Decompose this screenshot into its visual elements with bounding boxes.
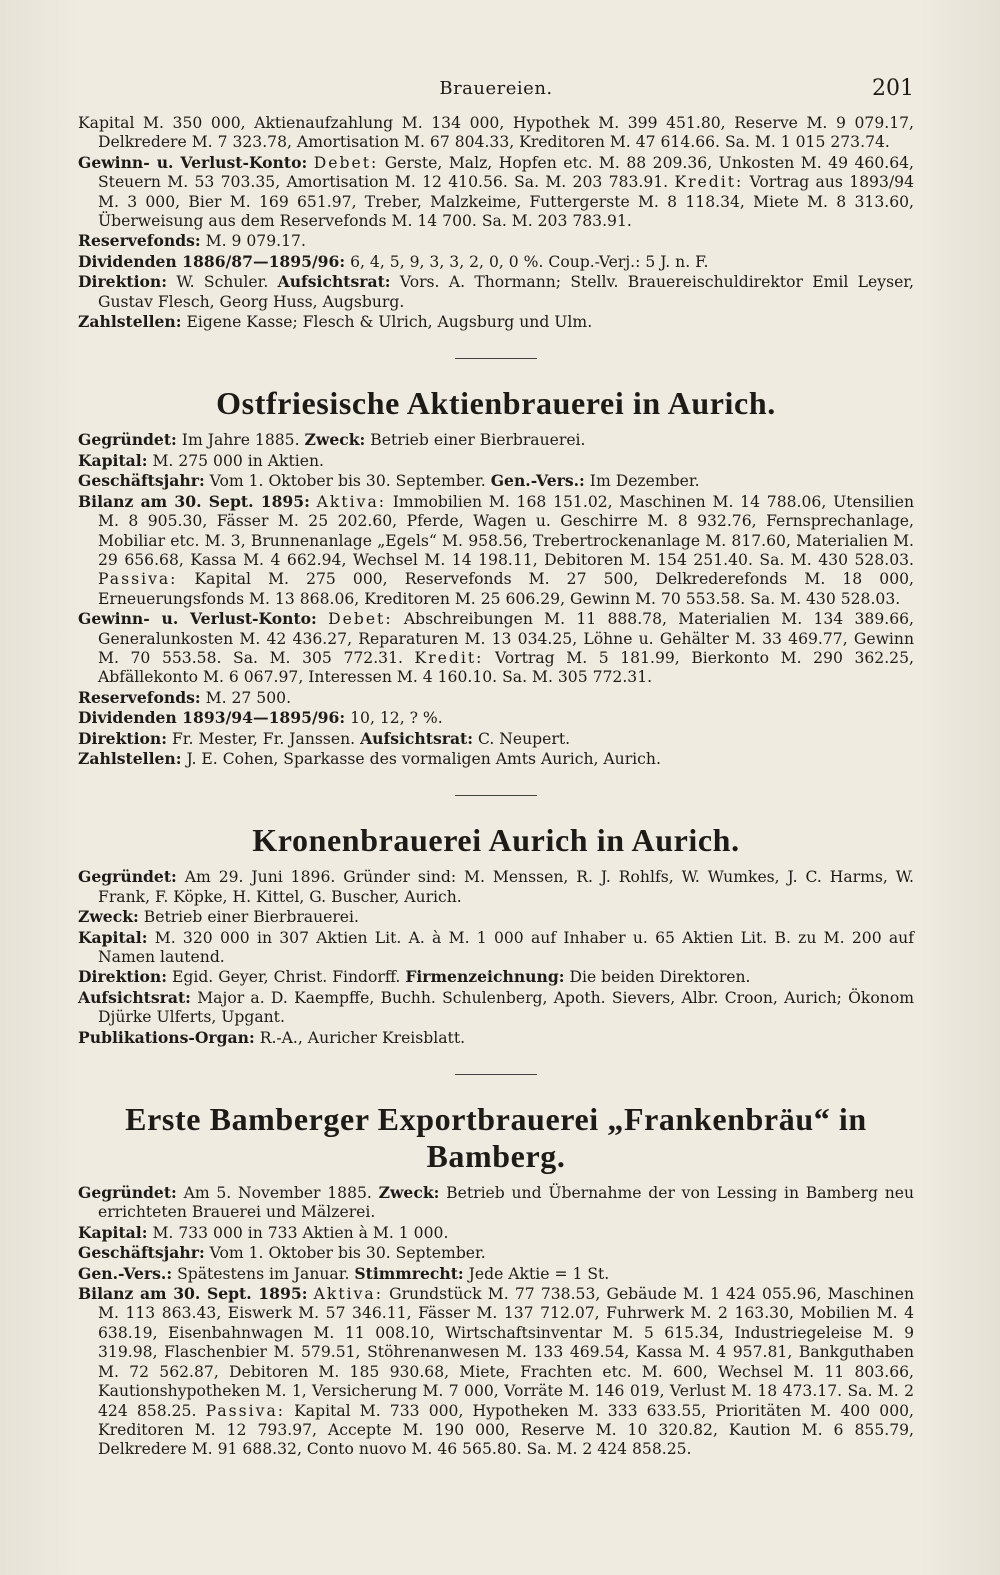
capital-paragraph: Kapital M. 350 000, Aktienaufzahlung M. 134 000, Hypothek M. 399 451.80, Reserve M. 9 079.17, Delkredere M. 7 323.78, Amortisation M. 67 804.33, Kreditoren M. 47 614.66. Sa. M. 1 015 273.74. bbox=[78, 114, 914, 152]
reserve-paragraph: Reservefonds: M. 27 500. bbox=[78, 687, 292, 707]
zahlstellen-paragraph: Zahlstellen: J. E. Cohen, Sparkasse des vormaligen Amts Aurich, Aurich. bbox=[78, 748, 661, 768]
profit-loss-paragraph: Gewinn- u. Verlust-Konto: Debet: Abschreibungen M. 11 888.78, Materialien M. 134 389.66, Generalunkosten M. 42 436.27, Reparaturen M. 13 034.25, Löhne u. Gehälter M. 33 469.77, Gewinn M. 70 553.58. Sa. M. 305 772.31. Kredit: Vortrag M. 5 181.99, Bierkonto M. 290 362.25, Abfällekonto M. 6 067.97, Interessen M. 4 160.10. Sa. M. 305 772.31. bbox=[78, 609, 915, 687]
profit-loss-paragraph: Gewinn- u. Verlust-Konto: Debet: Gerste, Malz, Hopfen etc. M. 88 209.36, Unkosten M. 49 460.64, Steuern M. 53 703.35, Amortisation M. 12 410.56. Sa. M. 203 783.91. Kredit: Vortrag aus 1893/94 M. 3 000, Bier M. 169 651.97, Treber, Malzkeime, Futtergerste M. 8 118.34, Miete M. 8 313.60, Überweisung aus dem Reservefonds M. 14 700. Sa. M. 203 783.91. bbox=[78, 152, 915, 231]
direktion-paragraph: Direktion: W. Schuler. Aufsichtsrat: Vors. A. Thormann; Stellv. Brauereischuldirektor Emil Leyser, Gustav Flesch, Georg Huss, Augsburg. bbox=[78, 272, 914, 311]
purpose-paragraph: Zweck: Betrieb einer Bierbrauerei. bbox=[78, 907, 359, 927]
label: Gewinn- u. Verlust-Konto: bbox=[78, 152, 308, 172]
previous-entry bbox=[78, 114, 914, 332]
company-title: Erste Bamberger Exportbrauerei „Frankenbräu“ in Bamberg. bbox=[125, 1101, 867, 1175]
balance-paragraph: Bilanz am 30. Sept. 1895: Aktiva: Grundstück M. 77 738.53, Gebäude M. 1 424 055.96, Maschinen M. 113 863.43, Eiswerk M. 57 346.11, Fässer M. 137 712.07, Fuhrwerk M. 2 163.30, Mobilien M. 4 638.19, Eisenbahnwagen M. 11 008.10, Wirtschaftsinventar M. 5 615.34, Industriegeleise M. 9 319.98, Flaschenbier M. 579.51, Stöhrenanwesen M. 133 469.54, Kassa M. 4 957.81, Bankguthaben M. 72 562.87, Debitoren M. 185 930.68, Miete, Frachten etc. M. 600, Wechsel M. 11 803.66, Kautionshypotheken M. 1, Versicherung M. 7 000, Vorräte M. 146 019, Verlust M. 18 473.17. Sa. M. 2 424 858.25. Passiva: Kapital M. 733 000, Hypotheken M. 333 633.55, Prioritäten M. 400 000, Kreditoren M. 12 793.97, Accepte M. 190 000, Reserve M. 10 320.82, Kaution M. 6 855.79, Delkredere M. 91 688.32, Conto nuovo M. 46 565.80. Sa. M. 2 424 858.25. bbox=[78, 1284, 915, 1459]
fiscal-year-paragraph: Geschäftsjahr: Vom 1. Oktober bis 30. September. Gen.-Vers.: Im Dezember. bbox=[78, 471, 700, 491]
company-entry bbox=[78, 1101, 914, 1460]
founding-paragraph: Gegründet: Am 29. Juni 1896. Gründer sind: M. Menssen, R. J. Rohlfs, W. Wumkes, J. C. Harms, W. Frank, F. Köpke, H. Kittel, G. Buscher, Aurich. bbox=[78, 867, 914, 906]
founding-paragraph: Gegründet: Im Jahre 1885. Zweck: Betrieb einer Bierbrauerei. bbox=[78, 430, 586, 450]
general-meeting-paragraph: Gen.-Vers.: Spätestens im Januar. Stimmrecht: Jede Aktie = 1 St. bbox=[78, 1263, 610, 1283]
balance-paragraph: Bilanz am 30. Sept. 1895: Aktiva: Immobilien M. 168 151.02, Maschinen M. 14 788.06, Utensilien M. 8 905.30, Fässer M. 25 202.60, Pferde, Wagen u. Geschirre M. 8 932.76, Fernsprechanlage, Mobiliar etc. M. 3, Brunnenanlage „Egels“ M. 958.56, Trebertrockenanlage M. 817.60, Materialien M. 29 656.68, Kassa M. 4 662.94, Wechsel M. 14 198.11, Debitoren M. 154 251.40. Sa. M. 430 528.03. Passiva: Kapital M. 275 000, Reservefonds M. 27 500, Delkrederefonds M. 18 000, Erneuerungsfonds M. 13 868.06, Kreditoren M. 25 606.29, Gewinn M. 70 553.58. Sa. M. 430 528.03. bbox=[78, 491, 914, 608]
dividend-paragraph: Dividenden 1893/94—1895/96: 10, 12, ? %. bbox=[78, 708, 443, 728]
company-entry bbox=[78, 822, 914, 1048]
capital-paragraph: Kapital: M. 275 000 in Aktien. bbox=[78, 450, 324, 470]
page-number: 201 bbox=[872, 76, 914, 101]
section-divider bbox=[455, 358, 537, 359]
section-divider bbox=[455, 1074, 537, 1075]
running-head: Brauereien. bbox=[439, 78, 553, 99]
fiscal-year-paragraph: Geschäftsjahr: Vom 1. Oktober bis 30. September. bbox=[78, 1243, 486, 1263]
capital-paragraph: Kapital: M. 320 000 in 307 Aktien Lit. A. à M. 1 000 auf Inhaber u. 65 Aktien Lit. B. zu M. 200 auf Namen lautend. bbox=[78, 927, 914, 966]
page-header bbox=[78, 70, 914, 114]
publication-paragraph: Publikations-Organ: R.-A., Auricher Kreisblatt. bbox=[78, 1027, 466, 1047]
capital-paragraph: Kapital: M. 733 000 in 733 Aktien à M. 1 000. bbox=[78, 1222, 449, 1242]
reserve-paragraph: Reservefonds: M. 9 079.17. bbox=[78, 231, 306, 251]
dividend-paragraph: Dividenden 1886/87—1895/96: 6, 4, 5, 9, 3, 3, 2, 0, 0 %. Coup.-Verj.: 5 J. n. F. bbox=[78, 251, 709, 271]
direktion-paragraph: Direktion: Fr. Mester, Fr. Janssen. Aufsichtsrat: C. Neupert. bbox=[78, 728, 571, 748]
section-divider bbox=[455, 795, 537, 796]
aufsichtsrat-paragraph: Aufsichtsrat: Major a. D. Kaempffe, Buchh. Schulenberg, Apoth. Sievers, Albr. Croon, Aurich; Ökonom Djürke Ulferts, Upgant. bbox=[78, 987, 914, 1027]
company-title: Ostfriesische Aktienbrauerei in Aurich. bbox=[216, 385, 776, 422]
direktion-paragraph: Direktion: Egid. Geyer, Christ. Findorff. Firmenzeichnung: Die beiden Direktoren. bbox=[78, 967, 751, 987]
company-entry bbox=[78, 385, 914, 769]
zahlstellen-paragraph: Zahlstellen: Eigene Kasse; Flesch & Ulrich, Augsburg und Ulm. bbox=[78, 312, 593, 332]
company-title: Kronenbrauerei Aurich in Aurich. bbox=[252, 822, 740, 859]
founding-paragraph: Gegründet: Am 5. November 1885. Zweck: Betrieb und Übernahme der von Lessing in Bamberg neu errichteten Brauerei und Mälzerei. bbox=[78, 1183, 915, 1222]
